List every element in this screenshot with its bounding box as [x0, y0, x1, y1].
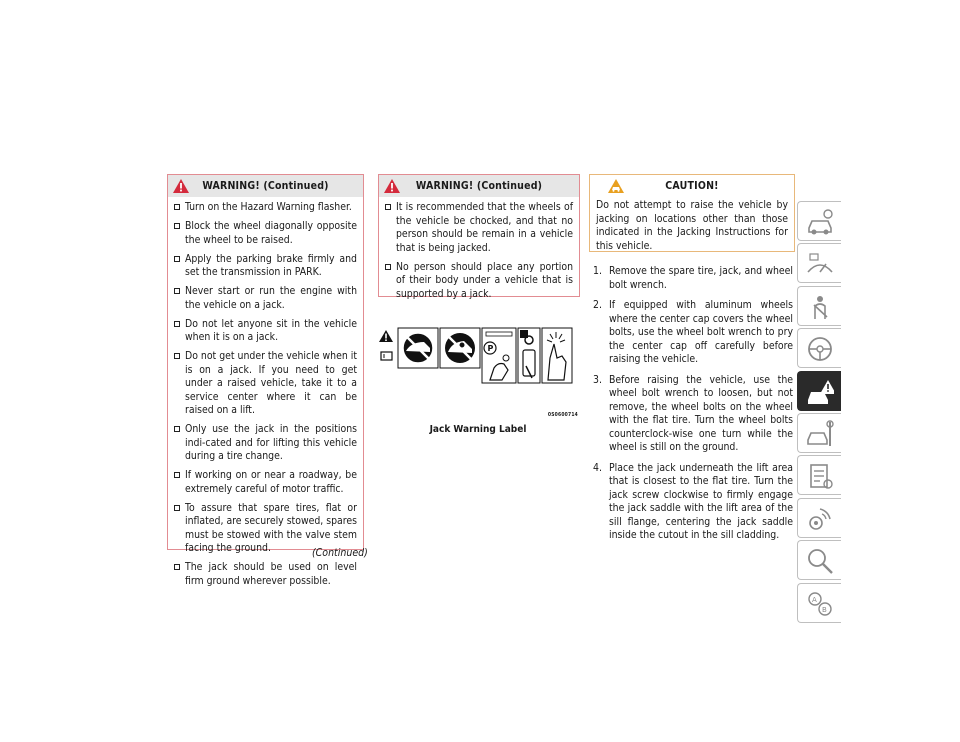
- chapter-tab[interactable]: [797, 243, 841, 283]
- warning-triangle-icon: [173, 179, 189, 193]
- warning-header: [379, 175, 579, 197]
- jack-warning-label-image: [378, 318, 578, 422]
- step-text: Remove the spare tire, jack, and wheel bolt wrench.: [609, 265, 793, 291]
- caution-header: [590, 175, 794, 197]
- clipboard-icon: [806, 462, 834, 490]
- chapter-tab[interactable]: [797, 455, 841, 495]
- multimedia-icon: [806, 505, 834, 533]
- chapter-tab[interactable]: [797, 328, 841, 368]
- step-number: 1.: [593, 265, 602, 277]
- figure-caption: Jack Warning Label: [429, 424, 527, 435]
- warning-item: To assure that spare tires, flat or inflated, are securely stowed, spares must be stowed with the valve stem facing the ground.: [174, 502, 357, 556]
- warning-list: [174, 201, 357, 588]
- magnifier-icon: [806, 547, 834, 575]
- caution-box: [589, 174, 795, 252]
- step-item: [593, 462, 793, 543]
- warning-item: Do not get under the vehicle when it is on a jack. If you need to get under a raised vehicle, take it to a service center where it can be raised on a lift.: [174, 350, 357, 418]
- step-number: 4.: [593, 461, 602, 474]
- step-text: Place the jack underneath the lift area that is closest to the flat tire. Turn the jack screw clockwise to firmly engage the jack saddle with the lift area of the sill flange, centering the jack saddle inside the cutout in the sill cladding.: [609, 461, 793, 541]
- steering-wheel-icon: [806, 335, 834, 363]
- languages-icon: [806, 590, 834, 618]
- warning-item: Turn on the Hazard Warning flasher.: [174, 201, 357, 215]
- chapter-tab[interactable]: [797, 583, 841, 623]
- svg-text:A: A: [812, 595, 817, 604]
- figure-code: 0S0600714: [547, 412, 578, 418]
- car-dashboard-icon: [806, 250, 834, 278]
- warning-header-text: WARNING! (Continued): [415, 180, 543, 192]
- chapter-tabs: [797, 201, 841, 625]
- warning-item: Do not let anyone sit in the vehicle when it is on a jack.: [174, 318, 357, 345]
- warning-box-1: [167, 174, 364, 587]
- warning-item: Block the wheel diagonally opposite the wheel to be raised.: [174, 220, 357, 247]
- emergency-car-icon: [806, 378, 834, 406]
- caution-header-text: CAUTION!: [665, 180, 719, 192]
- chapter-tab[interactable]: [797, 413, 841, 453]
- svg-text:B: B: [822, 605, 827, 614]
- caution-text: Do not attempt to raise the vehicle by jacking on locations other than those indicated in the Jacking Instructions for this vehicle.: [596, 199, 788, 252]
- chapter-tab[interactable]: [797, 201, 841, 241]
- warning-item: Apply the parking brake firmly and set the transmission in PARK.: [174, 253, 357, 280]
- step-text: If equipped with aluminum wheels where the center cap covers the wheel bolts, use the wheel bolt wrench to pry the center cap off carefully before raising the vehicle.: [609, 299, 793, 365]
- car-info-icon: [806, 208, 834, 236]
- warning-item: Never start or run the engine with the vehicle on a jack.: [174, 285, 357, 312]
- step-number: 2.: [593, 299, 602, 311]
- chapter-tab[interactable]: [797, 286, 841, 326]
- step-item: [593, 299, 793, 367]
- chapter-tab[interactable]: [797, 540, 841, 580]
- chapter-tab[interactable]: [797, 371, 841, 411]
- warning-item: It is recommended that the wheels of the vehicle be chocked, and that no person should be remain in a vehicle that is being jacked.: [385, 201, 573, 255]
- warning-item: If working on or near a roadway, be extremely careful of motor traffic.: [174, 469, 357, 496]
- step-text: Before raising the vehicle, use the wheel bolt wrench to loosen, but not remove, the wheel bolts on the wheel with the flat tire. Turn the wheel bolts counterclock-wise one turn while the wheel is still on the ground.: [609, 373, 793, 453]
- jack-warning-label-figure: [378, 318, 578, 422]
- warning-item: The jack should be used on level firm ground wherever possible.: [174, 561, 357, 588]
- step-number: 3.: [593, 373, 602, 386]
- seat-belt-icon: [806, 293, 834, 321]
- caution-car-icon: [608, 179, 624, 193]
- warning-item: Only use the jack in the positions indi-cated and for lifting this vehicle during a tire change.: [174, 423, 357, 464]
- warning-triangle-icon: [384, 179, 400, 193]
- warning-box-2: [378, 174, 580, 300]
- svg-text:P: P: [487, 344, 494, 353]
- jacking-steps: [593, 265, 793, 550]
- car-service-icon: [806, 420, 834, 448]
- warning-header-text: WARNING! (Continued): [202, 180, 329, 192]
- step-item: [593, 374, 793, 455]
- step-item: [593, 265, 793, 292]
- warning-item: No person should place any portion of their body under a vehicle that is supported by a jack.: [385, 261, 573, 302]
- warning-header: [168, 175, 363, 197]
- continued-note: (Continued): [312, 547, 368, 559]
- chapter-tab[interactable]: [797, 498, 841, 538]
- warning-list: [385, 201, 573, 301]
